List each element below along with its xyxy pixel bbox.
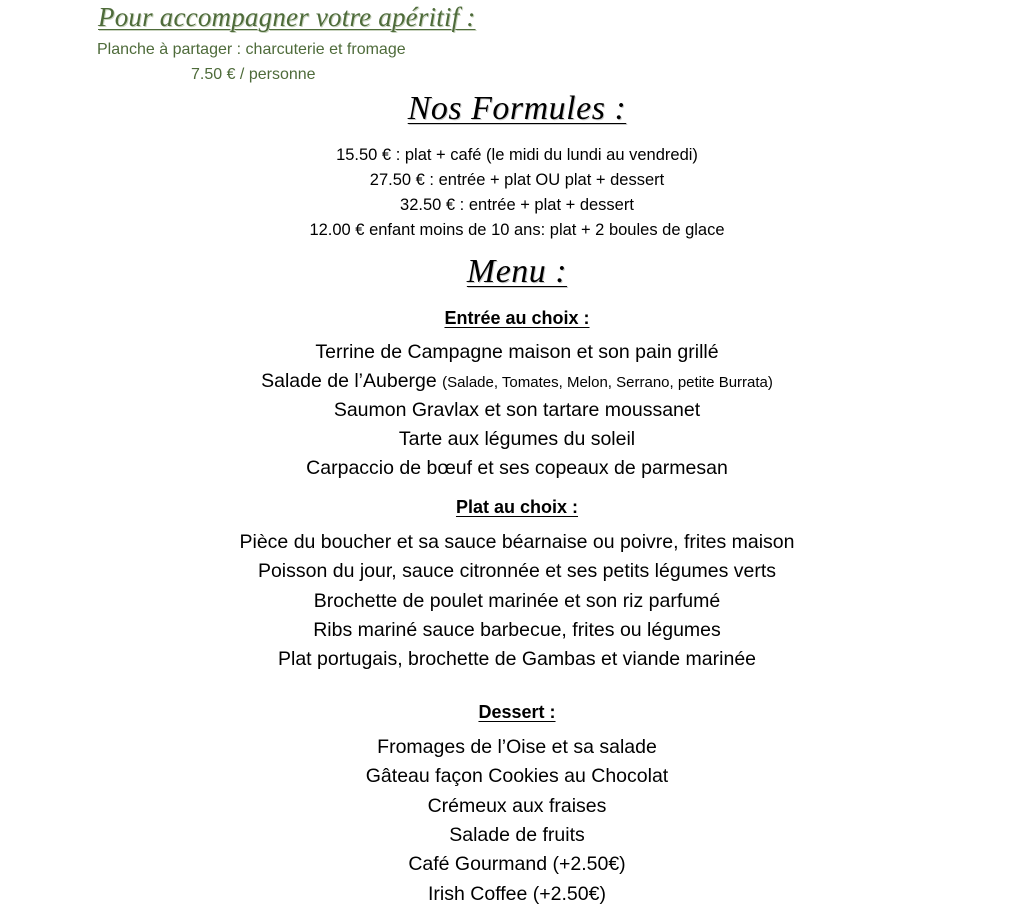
plat-heading: Plat au choix :	[455, 497, 579, 517]
entree-item: Tarte aux légumes du soleil	[398, 428, 636, 450]
plat-item: Poisson du jour, sauce citronnée et ses petits légumes verts	[257, 560, 777, 582]
dessert-heading: Dessert :	[478, 702, 556, 722]
entree-item: Terrine de Campagne maison et son pain grillé	[315, 341, 719, 363]
entree-item-name: Salade de l’Auberge	[261, 370, 437, 392]
formule-line: 27.50 € : entrée + plat OU plat + dessert	[369, 171, 665, 189]
plat-item: Plat portugais, brochette de Gambas et viande marinée	[277, 648, 757, 670]
plat-item: Pièce du boucher et sa sauce béarnaise ou poivre, frites maison	[239, 531, 795, 553]
dessert-item: Gâteau façon Cookies au Chocolat	[365, 765, 669, 787]
entree-item: Saumon Gravlax et son tartare moussanet	[333, 399, 701, 421]
aperitif-price: 7.50 € / personne	[191, 66, 316, 83]
dessert-item: Irish Coffee (+2.50€)	[428, 883, 606, 905]
formule-line: 12.00 € enfant moins de 10 ans: plat + 2 boules de glace	[309, 221, 725, 239]
dessert-item: Crémeux aux fraises	[427, 795, 607, 817]
dessert-item: Café Gourmand (+2.50€)	[408, 853, 626, 875]
aperitif-item: Planche à partager : charcuterie et fromage	[97, 41, 406, 58]
entree-item	[0, 370, 1024, 393]
aperitif-title: Pour accompagner votre apéritif :	[98, 2, 476, 32]
formule-line: 32.50 € : entrée + plat + dessert	[400, 196, 634, 214]
formule-line: 15.50 € : plat + café (le midi du lundi au vendredi)	[336, 146, 698, 164]
menu-title: Menu :	[466, 253, 568, 290]
entree-heading: Entrée au choix :	[444, 308, 590, 328]
dessert-item: Salade de fruits	[449, 824, 585, 846]
entree-item: Carpaccio de bœuf et ses copeaux de parmesan	[306, 457, 728, 479]
dessert-item: Fromages de l’Oise et sa salade	[377, 736, 657, 758]
plat-item: Ribs mariné sauce barbecue, frites ou légumes	[313, 619, 721, 641]
entree-item-note: (Salade, Tomates, Melon, Serrano, petite Burrata)	[442, 374, 773, 391]
plat-item: Brochette de poulet marinée et son riz parfumé	[313, 590, 721, 612]
formules-title: Nos Formules :	[407, 90, 627, 127]
